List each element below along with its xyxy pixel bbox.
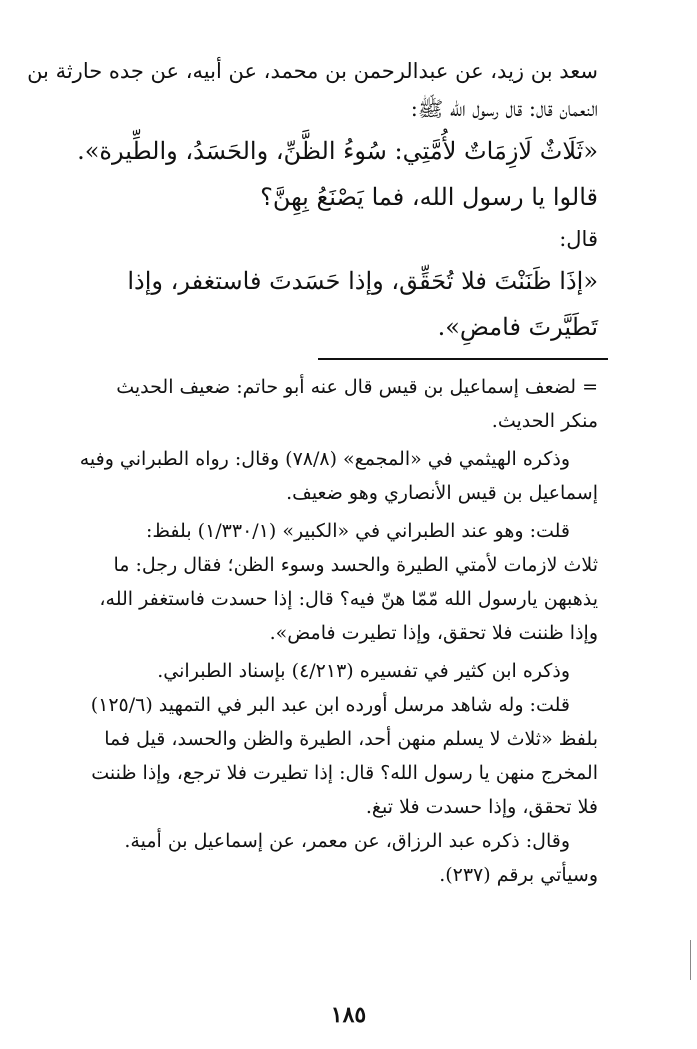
note-line: قلت: وله شاهد مرسل أورده ابن عبد البر في التمهيد (١٢٥/٦) [90, 694, 570, 716]
note-line: = لضعف إسماعيل بن قيس قال عنه أبو حاتم: ضعيف الحديث [116, 376, 598, 398]
note-line: بلفظ «ثلاث لا يسلم منهن أحد، الطيرة والظن والحسد، قيل فما [104, 728, 598, 750]
hadith-line: «إذَا ظَنَنْتَ فلا تُحَقِّق، وإذا حَسَدتَ فاستغفر، وإذا [127, 267, 598, 295]
note-line: وذكره الهيثمي في «المجمع» (٧٨/٨) وقال: رواه الطبراني وفيه [79, 448, 570, 470]
hadith-line: قال: [559, 227, 598, 251]
note-line: وإذا ظننت فلا تحقق، وإذا تطيرت فامض». [269, 622, 598, 644]
footnotes [38, 370, 598, 892]
note-line: يذهبهن يارسول الله مّمّا هنّ فيه؟ قال: إذا حسدت فاستغفر الله، [99, 588, 598, 610]
page-body [27, 52, 598, 892]
footnote-divider [318, 358, 608, 360]
hadith-line: تَطَيَّرتَ فامضِ». [437, 313, 598, 341]
note-line: وذكره ابن كثير في تفسيره (٤/٢١٣) بإسناد الطبراني. [157, 660, 570, 682]
note-line: قلت: وهو عند الطبراني في «الكبير» (١/٣٣٠/١) بلفظ: [146, 520, 570, 542]
page-number: ١٨٥ [330, 1002, 367, 1028]
hadith-line: سعد بن زيد، عن عبدالرحمن بن محمد، عن أبيه، عن جده حارثة بن [27, 59, 598, 83]
hadith-line: «ثَلَاثٌ لَازِمَاتٌ لأُمَّتِي: سُوءُ الظَّنِّ، والحَسَدُ، والطِّيرة». [77, 137, 598, 165]
margin-mark [690, 940, 691, 980]
note-line: وسيأتي برقم (٢٣٧). [439, 864, 598, 886]
note-line: منكر الحديث. [491, 410, 598, 432]
note-line: فلا تحقق، وإذا حسدت فلا تبغ. [365, 796, 598, 818]
note-line: وقال: ذكره عبد الرزاق، عن معمر، عن إسماعيل بن أمية. [124, 830, 570, 852]
note-line: ثلاث لازمات لأمتي الطيرة والحسد وسوء الظن؛ فقال رجل: ما [113, 554, 598, 576]
hadith-text [27, 52, 598, 350]
note-line: إسماعيل بن قيس الأنصاري وهو ضعيف. [286, 482, 598, 504]
hadith-line: قالوا يا رسول الله، فما يَصْنَعُ بِهِنَّ؟ [260, 183, 598, 211]
hadith-line: النعمان قال: قال رسول الله ﷺ: [410, 97, 598, 121]
note-line: المخرج منهن يا رسول الله؟ قال: إذا تطيرت فلا ترجع، وإذا ظننت [91, 762, 598, 784]
footnote-divider-wrap [38, 350, 598, 370]
